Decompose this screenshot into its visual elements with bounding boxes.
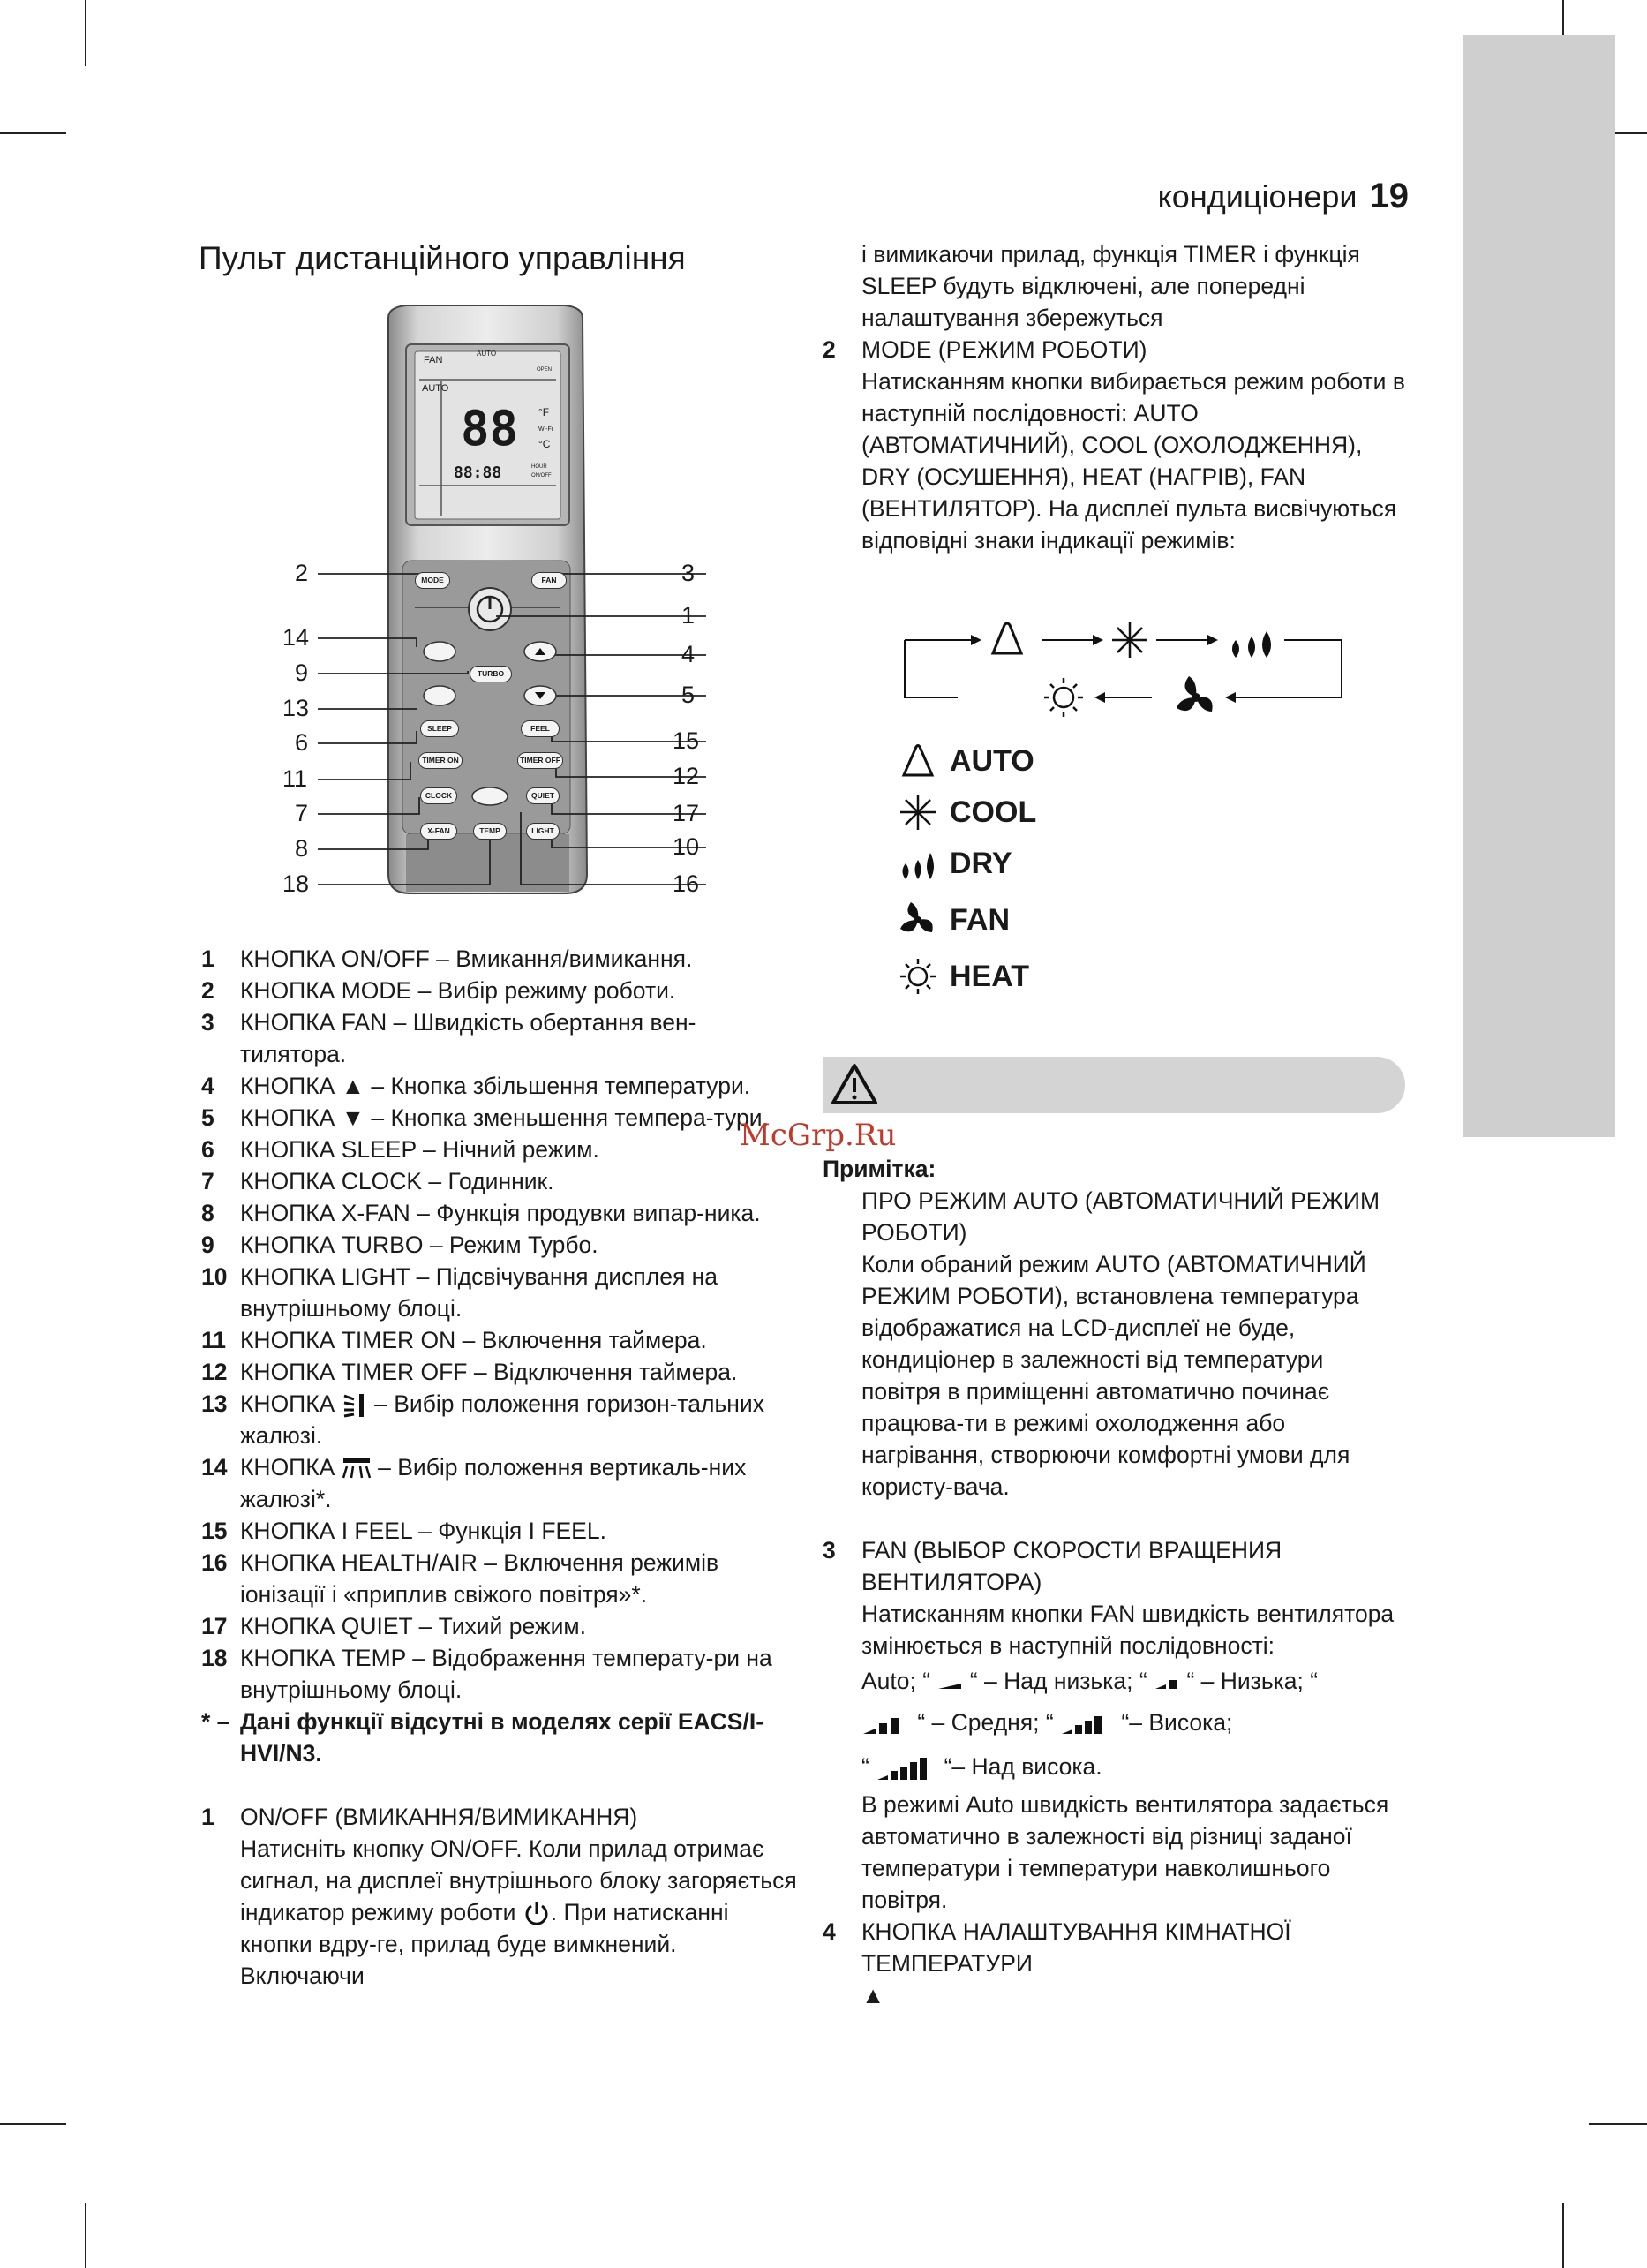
page-number: 19 [1369, 177, 1409, 215]
power-icon [523, 1900, 551, 1928]
callout-3: 3 [681, 560, 696, 586]
note-section [823, 1153, 1405, 2011]
list-item: 5 КНОПКА ▼ – Кнопка зменьшення темпера-тури. [201, 1104, 769, 1131]
crop-mark [1589, 2123, 1647, 2125]
callout-14: 14 [282, 624, 310, 651]
fan-mode-icon [1177, 676, 1213, 712]
remote-illustration [265, 300, 759, 900]
callout-1: 1 [681, 602, 696, 629]
triangle-down-icon: ▼ [341, 1104, 365, 1131]
fan-speed-5-icon [876, 1755, 937, 1782]
fan-speed-sequence-3: “ “– Над висока. [861, 1753, 1102, 1780]
legend-heat: HEAT [899, 957, 1029, 996]
list-item: 1 КНОПКА ON/OFF – Вмикання/вимикання. [201, 946, 693, 972]
callout-17: 17 [673, 800, 700, 826]
cool-mode-icon [1112, 622, 1147, 658]
callout-16: 16 [673, 870, 700, 897]
list-item: 6 КНОПКА SLEEP – Нічний режим. [201, 1136, 599, 1163]
auto-mode-icon [993, 623, 1021, 653]
temp-button[interactable]: TEMP [473, 823, 507, 840]
horizontal-louver-icon [342, 1392, 368, 1419]
fan-mode-icon [899, 900, 937, 939]
display-digits: 88 [461, 401, 519, 456]
timer-off-button[interactable]: TIMER OFF [517, 752, 563, 769]
display-fan: FAN [424, 355, 443, 365]
right-column [823, 238, 1405, 556]
section-mode: 2 MODE (РЕЖИМ РОБОТИ) [823, 336, 1147, 363]
fan-speed-2-icon [1154, 1675, 1180, 1691]
callout-9: 9 [295, 659, 309, 686]
fan-speed-sequence-2: “ – Средня; “ “– Висока; [823, 1700, 1405, 1744]
heat-mode-icon [1044, 678, 1083, 717]
section-onoff-text: Натисніть кнопку ON/OFF. Коли прилад отримає сигнал, на дисплеї внутрішнього блоку загоряється індикатор режиму роботи . При натисканні кнопки вдру-ге, прилад буде вимкнений. Включаючи [240, 1835, 797, 1989]
crop-mark [0, 2123, 66, 2125]
clock-button[interactable]: CLOCK [420, 787, 457, 804]
mode-button[interactable]: MODE [415, 572, 450, 589]
callout-10: 10 [673, 833, 700, 860]
legend-auto: AUTO [899, 742, 1034, 780]
callout-5: 5 [681, 682, 696, 708]
triangle-up-icon: ▲ [861, 1982, 885, 2008]
list-item: 4 КНОПКА ▲ – Кнопка збільшення температури. [201, 1073, 751, 1099]
col2-continued-text: і вимикаючи прилад, функція TIMER і функція SLEEP будуть відключені, але попередні налаштування збережуться [861, 241, 1360, 331]
fan-speed-3-icon [861, 1713, 911, 1736]
display-auto: AUTO [422, 383, 449, 394]
list-item: 10 КНОПКА LIGHT – Підсвічування дисплея на внутрішньому блоці. [201, 1263, 718, 1322]
auto-mode-icon [899, 742, 937, 780]
section-tab [1463, 35, 1615, 1137]
display-wifi: Wi-Fi [538, 426, 553, 433]
display-f: °F [538, 406, 550, 418]
list-item: 8 КНОПКА X-FAN – Функція продувки випар-ника. [201, 1200, 761, 1226]
header-section: кондиціонери [1157, 178, 1357, 215]
list-item: 7 КНОПКА CLOCK – Годинник. [201, 1168, 554, 1194]
callout-13: 13 [282, 695, 310, 721]
section-onoff: 1 ON/OFF (ВМИКАННЯ/ВИМИКАННЯ) [201, 1804, 638, 1830]
light-button[interactable]: LIGHT [526, 823, 560, 840]
feel-button[interactable]: FEEL [521, 720, 560, 737]
crop-mark [0, 132, 66, 134]
callout-15: 15 [673, 727, 700, 754]
list-item: 11 КНОПКА TIMER ON – Включення таймера. [201, 1327, 707, 1353]
dry-mode-icon [1232, 631, 1271, 658]
list-item: 13 КНОПКА – Вибір положення горизон-тальних жалюзі. [201, 1390, 764, 1449]
callout-4: 4 [681, 641, 696, 667]
list-item: 18 КНОПКА TEMP – Відображення температу-ри на внутрішньому блоці. [201, 1645, 772, 1703]
callout-11: 11 [282, 765, 308, 792]
list-item: 17 КНОПКА QUIET – Тихий режим. [201, 1613, 587, 1639]
display-c: °C [538, 438, 551, 450]
page-title: Пульт дистанційного управління [199, 240, 686, 276]
crop-mark [85, 0, 86, 66]
fan-speed-sequence-1: Auto; “ “ – Над низька; “ “ – Низька; “ [861, 1668, 1319, 1694]
cool-mode-icon [899, 793, 937, 832]
warning-icon [830, 1062, 879, 1106]
callout-12: 12 [673, 763, 700, 789]
note-label: Примітка: [823, 1156, 936, 1182]
display-onoff: ON/OFF [531, 473, 552, 478]
page-header [1158, 177, 1409, 216]
display-open: OPEN [537, 367, 553, 373]
crop-mark [85, 2203, 86, 2268]
turbo-button[interactable]: TURBO [470, 666, 512, 682]
mode-cycle-diagram [900, 618, 1359, 742]
section-mode-text: Натисканням кнопки вибирається режим роботи в наступній послідовності: AUTO (АВТОМАТИЧНИЙ), COOL (ОХОЛОДЖЕННЯ), DRY (ОСУШЕННЯ), HEAT (НАГРІВ), FAN (ВЕНТИЛЯТОР). На дисплеї пульта висвічуються відповідні знаки індикації режимів: [861, 368, 1405, 554]
watermark: McGrp.Ru [740, 1118, 897, 1153]
list-item: 3 КНОПКА FAN – Швидкість обертання вен-тилятора. [201, 1009, 696, 1067]
callout-7: 7 [295, 800, 309, 826]
list-item: 2 КНОПКА MODE – Вибір режиму роботи. [201, 977, 676, 1004]
legend-fan: FAN [899, 900, 1010, 939]
list-item: 15 КНОПКА I FEEL – Функція I FEEL. [201, 1518, 606, 1544]
section-fan-after: В режимі Auto швидкість вентилятора задається автоматично в залежності від різниці заданої температури і температури навколишнього повітря. [861, 1791, 1389, 1913]
callout-2: 2 [295, 560, 309, 586]
display-hour: HOUR [531, 464, 547, 470]
sleep-button[interactable]: SLEEP [420, 720, 459, 737]
list-item: 16 КНОПКА HEALTH/AIR – Включення режимів іонізації і «приплив свіжого повітря»*. [201, 1549, 719, 1608]
fan-speed-4-icon [1060, 1713, 1115, 1736]
legend-dry: DRY [899, 844, 1012, 883]
button-list [201, 943, 801, 1992]
note-text: Коли обраний режим AUTO (АВТОМАТИЧНИЙ РЕЖИМ РОБОТИ), встановлена температура відображатися на LCD-дисплеї не буде, кондиціонер в залежності від температури повітря в приміщенні автоматично починає працюва-ти в режимі охолодження або нагрівання, створюючи комфортні умови для користу-вача. [861, 1251, 1366, 1500]
footnote: * – Дані функції відсутні в моделях серії EACS/I-HVI/N3. [201, 1708, 764, 1767]
fan-button[interactable]: FAN [531, 572, 567, 589]
xfan-button[interactable]: X-FAN [420, 823, 457, 840]
fan-speed-1-icon [936, 1675, 963, 1691]
list-item: 14 КНОПКА – Вибір положення вертикаль-них жалюзі*. [201, 1454, 747, 1512]
legend-cool: COOL [899, 793, 1036, 832]
list-item: 12 КНОПКА TIMER OFF – Відключення таймера. [201, 1359, 738, 1385]
callout-18: 18 [282, 870, 310, 897]
section-temp: 4 КНОПКА НАЛАШТУВАННЯ КІМНАТНОЇ ТЕМПЕРАТУРИ [823, 1918, 1291, 1977]
callout-6: 6 [295, 729, 309, 756]
vertical-louver-icon [342, 1457, 372, 1481]
display-time: 88:88 [454, 463, 502, 482]
warning-bar [823, 1057, 1405, 1113]
timer-on-button[interactable]: TIMER ON [418, 752, 463, 769]
note-heading: ПРО РЕЖИМ AUTO (АВТОМАТИЧНИЙ РЕЖИМ РОБОТИ) [861, 1187, 1380, 1246]
display-auto-top: AUTO [477, 350, 497, 358]
callout-8: 8 [295, 835, 309, 862]
triangle-up-icon: ▲ [341, 1073, 365, 1099]
list-item: 9 КНОПКА TURBO – Режим Турбо. [201, 1232, 598, 1258]
heat-mode-icon [899, 957, 937, 996]
section-fan: 3 FAN (ВЫБОР СКОРОСТИ ВРАЩЕНИЯ ВЕНТИЛЯТОРА) [823, 1537, 1282, 1595]
section-fan-text: Натисканням кнопки FAN швидкість вентилятора змінюється в наступній послідовності: [861, 1601, 1395, 1659]
quiet-button[interactable]: QUIET [526, 787, 560, 804]
section-temp-arrow [823, 1979, 1405, 2011]
crop-mark [1562, 2203, 1564, 2268]
dry-mode-icon [899, 844, 937, 883]
